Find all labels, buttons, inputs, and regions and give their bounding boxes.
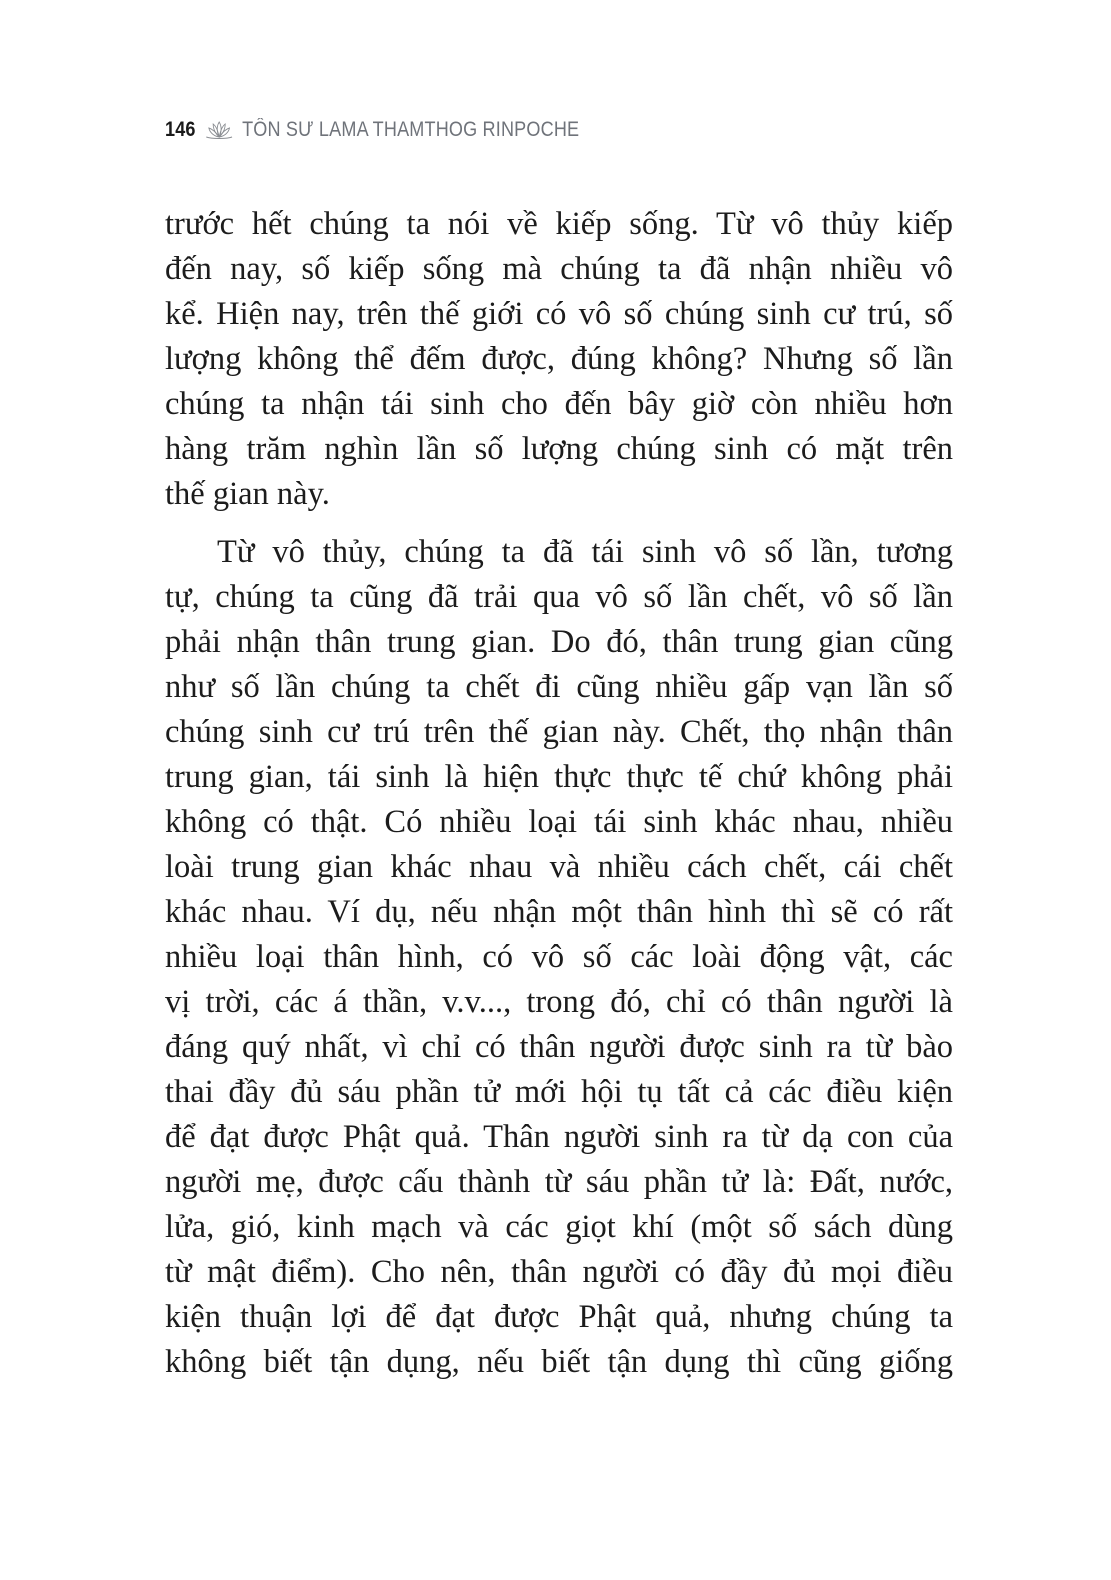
text-line: trước hết chúng ta nói về kiếp sống. Từ vô thủy kiếp xyxy=(165,206,953,242)
paragraph-2 xyxy=(165,530,953,1385)
text-line: Từ vô thủy, chúng ta đã tái sinh vô số lần, tương xyxy=(217,534,953,570)
text-line: để đạt được Phật quả. Thân người sinh ra từ dạ con của xyxy=(165,1119,953,1155)
book-title: TÔN SƯ LAMA THAMTHOG RINPOCHE xyxy=(242,118,580,141)
text-line: từ mật điểm). Cho nên, thân người có đầy đủ mọi điều xyxy=(165,1254,953,1290)
text-line: hàng trăm nghìn lần số lượng chúng sinh có mặt trên xyxy=(165,431,953,467)
text-line: nhiều loại thân hình, có vô số các loài động vật, các xyxy=(165,939,953,975)
page-number: 146 xyxy=(165,118,196,141)
text-line: không biết tận dụng, nếu biết tận dụng thì cũng giống xyxy=(165,1344,953,1380)
text-line: thế gian này. xyxy=(165,476,330,512)
text-line: vị trời, các á thần, v.v..., trong đó, chỉ có thân người là xyxy=(165,984,953,1020)
lotus-icon xyxy=(204,119,233,141)
text-line: không có thật. Có nhiều loại tái sinh khác nhau, nhiều xyxy=(165,804,953,840)
text-line: trung gian, tái sinh là hiện thực thực tế chứ không phải xyxy=(165,759,953,795)
running-head xyxy=(165,118,579,142)
text-line: chúng sinh cư trú trên thế gian này. Chết, thọ nhận thân xyxy=(165,714,953,750)
text-line: loài trung gian khác nhau và nhiều cách chết, cái chết xyxy=(165,849,953,885)
text-line: như số lần chúng ta chết đi cũng nhiều gấp vạn lần số xyxy=(165,669,953,705)
paragraph-gap xyxy=(165,517,953,530)
text-line: lượng không thể đếm được, đúng không? Nhưng số lần xyxy=(165,341,953,377)
text-line: tự, chúng ta cũng đã trải qua vô số lần chết, vô số lần xyxy=(165,579,953,615)
body-text xyxy=(165,202,953,1385)
text-line: phải nhận thân trung gian. Do đó, thân trung gian cũng xyxy=(165,624,953,660)
text-line: chúng ta nhận tái sinh cho đến bây giờ còn nhiều hơn xyxy=(165,386,953,422)
text-line: kể. Hiện nay, trên thế giới có vô số chúng sinh cư trú, số xyxy=(165,296,953,332)
text-line: thai đầy đủ sáu phần tử mới hội tụ tất cả các điều kiện xyxy=(165,1074,953,1110)
paragraph-1 xyxy=(165,202,953,517)
text-line: khác nhau. Ví dụ, nếu nhận một thân hình thì sẽ có rất xyxy=(165,894,953,930)
text-line: kiện thuận lợi để đạt được Phật quả, nhưng chúng ta xyxy=(165,1299,953,1335)
text-line: lửa, gió, kinh mạch và các giọt khí (một số sách dùng xyxy=(165,1209,953,1245)
text-line: đến nay, số kiếp sống mà chúng ta đã nhận nhiều vô xyxy=(165,251,953,287)
text-line: người mẹ, được cấu thành từ sáu phần tử là: Đất, nước, xyxy=(165,1164,953,1200)
text-line: đáng quý nhất, vì chỉ có thân người được sinh ra từ bào xyxy=(165,1029,953,1065)
